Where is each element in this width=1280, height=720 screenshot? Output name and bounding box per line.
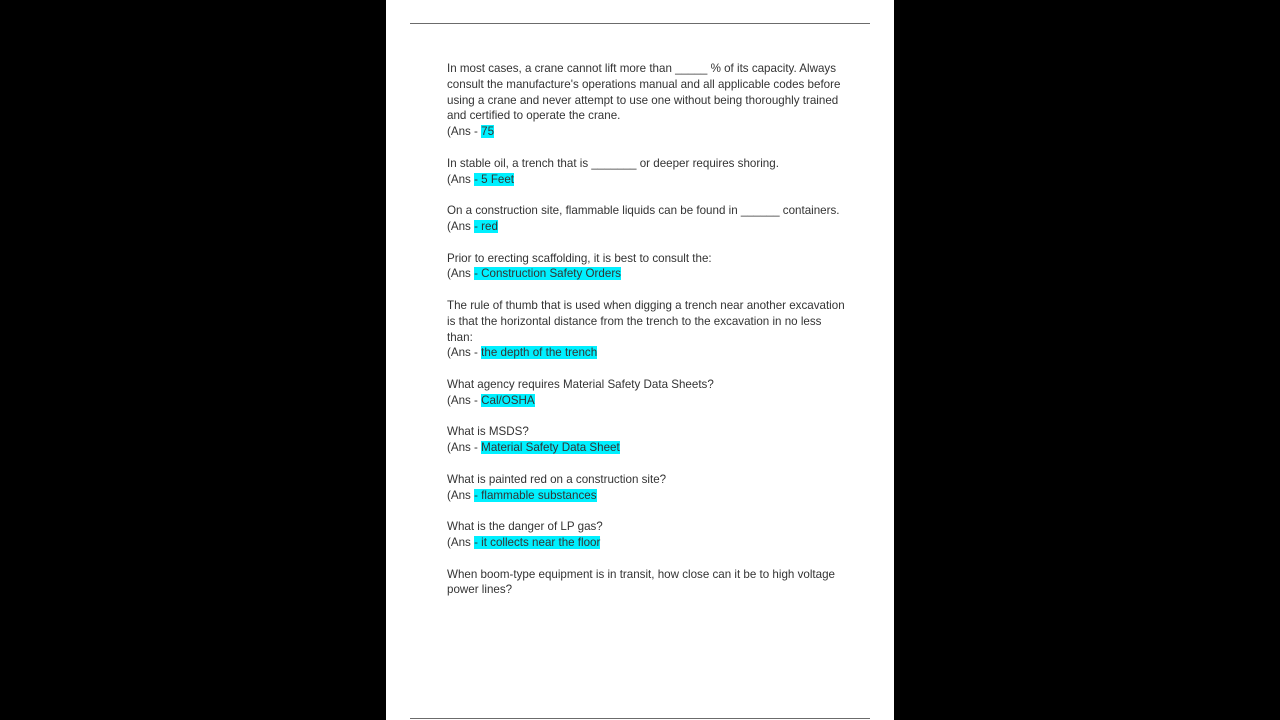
answer-line — [447, 440, 847, 456]
qa-item — [447, 377, 847, 409]
question-text: When boom-type equipment is in transit, how close can it be to high voltage power lines? — [447, 567, 835, 597]
answer-highlight: Cal/OSHA — [481, 393, 535, 407]
question-text: What is the danger of LP gas? — [447, 520, 603, 534]
qa-item — [447, 298, 847, 361]
question-text: The rule of thumb that is used when digging a trench near another excavation is that the horizontal distance from the trench to the excavation in no less than: — [447, 298, 845, 344]
answer-prefix: (Ans — [447, 172, 475, 186]
answer-highlight: - it collects near the floor — [474, 535, 601, 549]
answer-line — [447, 393, 847, 409]
answer-line — [447, 172, 847, 188]
qa-item — [447, 156, 847, 188]
document-page — [386, 0, 894, 720]
qa-item — [447, 519, 847, 551]
answer-prefix: (Ans — [447, 488, 475, 502]
answer-line — [447, 219, 847, 235]
answer-prefix: (Ans - — [447, 441, 482, 455]
question-text: In most cases, a crane cannot lift more than _____ % of its capacity. Always consult the manufacture's operations manual and all applicable codes before using a crane and never attempt to use one without being thoroughly trained and certified to operate the crane. — [447, 62, 841, 123]
answer-prefix: (Ans — [447, 267, 475, 281]
answer-prefix: (Ans - — [447, 393, 482, 407]
footer-rule — [410, 718, 870, 719]
answer-line — [447, 345, 847, 361]
qa-item — [447, 61, 847, 140]
question-text: What agency requires Material Safety Data Sheets? — [447, 377, 714, 391]
answer-prefix: (Ans — [447, 219, 475, 233]
qa-list — [447, 61, 847, 614]
qa-item — [447, 472, 847, 504]
question-text: In stable oil, a trench that is _______ or deeper requires shoring. — [447, 156, 779, 170]
answer-highlight: - Construction Safety Orders — [474, 267, 621, 281]
answer-line — [447, 124, 847, 140]
answer-line — [447, 266, 847, 282]
answer-line — [447, 488, 847, 504]
qa-item — [447, 424, 847, 456]
answer-highlight: 75 — [481, 125, 495, 139]
question-text: What is MSDS? — [447, 425, 529, 439]
answer-prefix: (Ans - — [447, 125, 482, 139]
qa-item — [447, 251, 847, 283]
qa-item — [447, 567, 847, 599]
answer-highlight: Material Safety Data Sheet — [481, 441, 620, 455]
answer-line — [447, 535, 847, 551]
answer-highlight: the depth of the trench — [481, 346, 598, 360]
question-text: On a construction site, flammable liquids can be found in ______ containers. — [447, 204, 840, 218]
qa-item — [447, 203, 847, 235]
question-text: Prior to erecting scaffolding, it is best to consult the: — [447, 251, 712, 265]
answer-highlight: - 5 Feet — [474, 172, 515, 186]
answer-prefix: (Ans — [447, 535, 475, 549]
answer-highlight: - flammable substances — [474, 488, 597, 502]
answer-prefix: (Ans - — [447, 346, 482, 360]
header-rule — [410, 23, 870, 24]
question-text: What is painted red on a construction site? — [447, 472, 667, 486]
answer-highlight: - red — [474, 219, 498, 233]
